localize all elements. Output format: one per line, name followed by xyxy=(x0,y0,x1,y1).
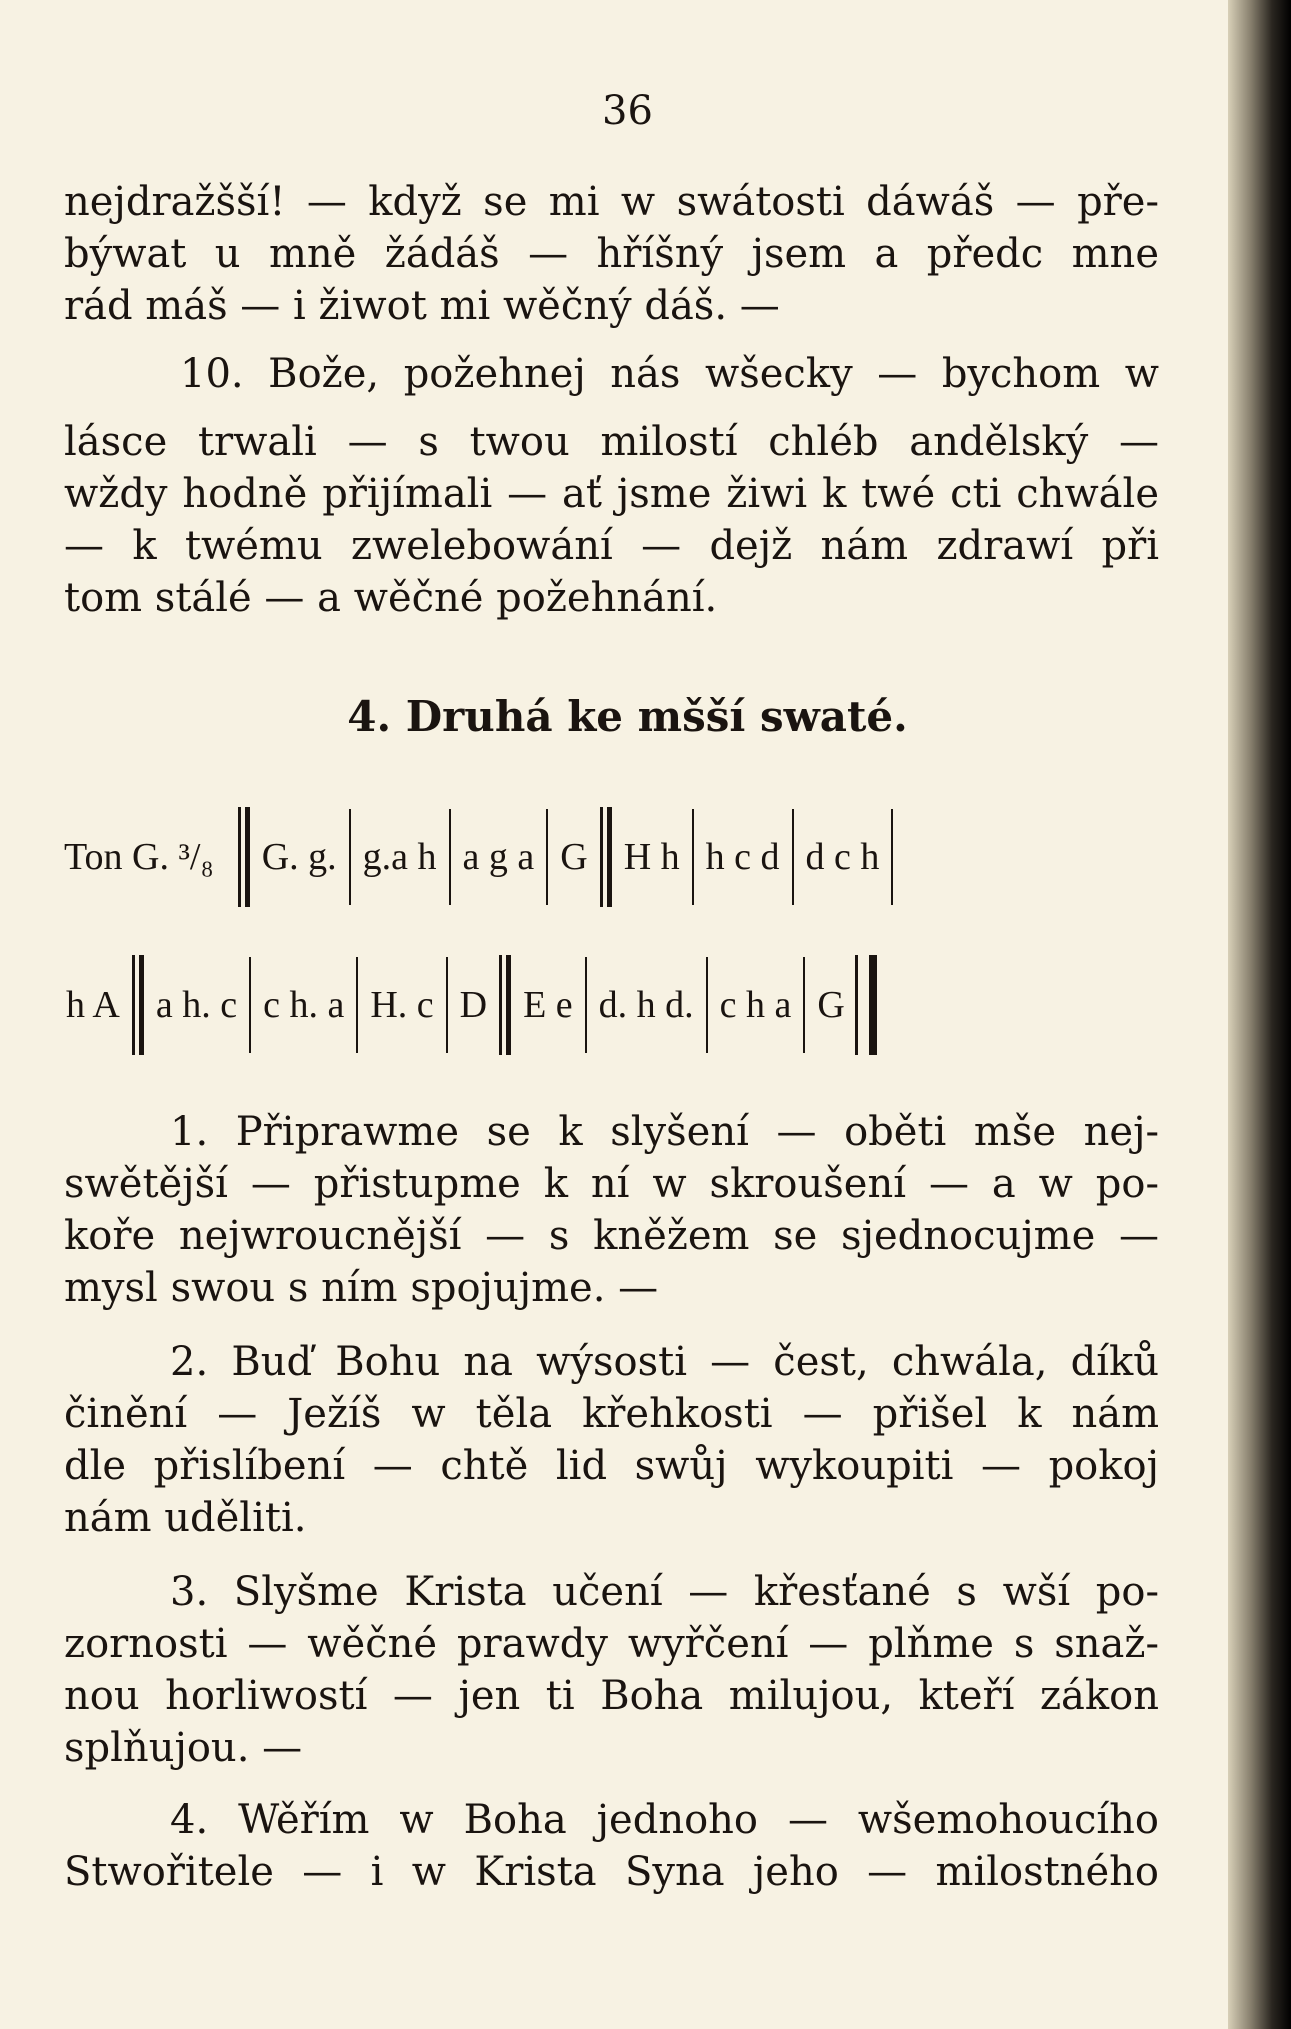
text-line: býwat u mně žádáš — hříšný jsem a předc mne xyxy=(64,231,1159,277)
measure: c h. a xyxy=(263,984,345,1026)
text-line: splňujou. — xyxy=(64,1725,303,1771)
text-line: činění — Ježíš w těla křehkosti — přišel k nám xyxy=(64,1391,1159,1437)
text-line: wždy hodně přijímali — ať jsme žiwi k twé cti chwále xyxy=(64,471,1159,517)
measure: g.a h xyxy=(362,836,437,878)
text-line: koře nejwroucnější — s kněžem se sjednocujme — xyxy=(64,1213,1159,1259)
measure: a h. c xyxy=(155,984,238,1026)
text-line: 3. Slyšme Krista učení — křesťané s wší po- xyxy=(170,1569,1159,1615)
barline xyxy=(585,957,587,1053)
text-line: mysl swou s ním spojujme. — xyxy=(64,1265,659,1311)
barline xyxy=(803,957,805,1053)
hymn-heading: 4. Druhá ke mšší swaté. xyxy=(347,692,908,741)
barline xyxy=(692,809,694,905)
measure: c h a xyxy=(719,984,792,1026)
text-line: rád máš — i žiwot mi wěčný dáš. — xyxy=(64,283,780,329)
measure: H h xyxy=(623,836,680,878)
text-line: 4. Wěřím w Boha jednoho — wšemohoucího xyxy=(170,1797,1159,1843)
double-barline xyxy=(132,955,144,1055)
measure: h A xyxy=(66,984,120,1026)
measure: D xyxy=(459,984,488,1026)
barline xyxy=(249,957,251,1053)
measure: h c d xyxy=(705,836,780,878)
barline xyxy=(449,809,451,905)
measure: a g a xyxy=(462,836,535,878)
measure: d c h xyxy=(805,836,880,878)
barline xyxy=(349,809,351,905)
text-line: 1. Připrawme se k slyšení — oběti mše nej- xyxy=(170,1109,1159,1155)
text-line: nejdražšší! — když se mi w swátosti dáwáš — pře- xyxy=(64,179,1159,225)
text-line: nám uděliti. xyxy=(64,1495,307,1541)
measure: G xyxy=(560,836,588,878)
text-line: tom stálé — a wěčné požehnání. xyxy=(64,575,718,621)
measure: E e xyxy=(523,984,573,1026)
page-number: 36 xyxy=(602,88,653,134)
text-line: Stwořitele — i w Krista Syna jeho — milostného xyxy=(64,1849,1159,1895)
key-signature: Ton G. ³/₈ xyxy=(64,836,214,878)
page-edge-shadow xyxy=(1228,0,1291,2029)
text-line: lásce trwali — s twou milostí chléb andělský — xyxy=(64,419,1159,465)
final-barline xyxy=(855,955,877,1055)
measure: H. c xyxy=(370,984,434,1026)
measure: G xyxy=(817,984,845,1026)
text-line: nou horliwostí — jen ti Boha milujou, kteří zákon xyxy=(64,1673,1159,1719)
text-line: dle přislíbení — chtě lid swůj wykoupiti — pokoj xyxy=(64,1443,1159,1489)
barline xyxy=(792,809,794,905)
measure: d. h d. xyxy=(598,984,694,1026)
double-barline xyxy=(499,955,511,1055)
barline xyxy=(706,957,708,1053)
measure: G. g. xyxy=(261,836,337,878)
text-line: zornosti — wěčné prawdy wyřčení — plňme s snaž- xyxy=(64,1621,1159,1667)
barline xyxy=(356,957,358,1053)
barline xyxy=(546,809,548,905)
barline xyxy=(446,957,448,1053)
text-line: — k twému zwelebowání — dejž nám zdrawí při xyxy=(64,523,1159,569)
text-line: swětější — přistupme k ní w skroušení — a w po- xyxy=(64,1161,1159,1207)
text-line: 10. Bože, požehnej nás wšecky — bychom w xyxy=(180,351,1159,397)
double-barline xyxy=(238,807,250,907)
notation-row-1 xyxy=(64,822,903,892)
barline xyxy=(891,809,893,905)
notation-row-2 xyxy=(64,970,885,1040)
double-barline xyxy=(600,807,612,907)
text-line: 2. Buď Bohu na wýsosti — čest, chwála, díků xyxy=(170,1339,1159,1385)
